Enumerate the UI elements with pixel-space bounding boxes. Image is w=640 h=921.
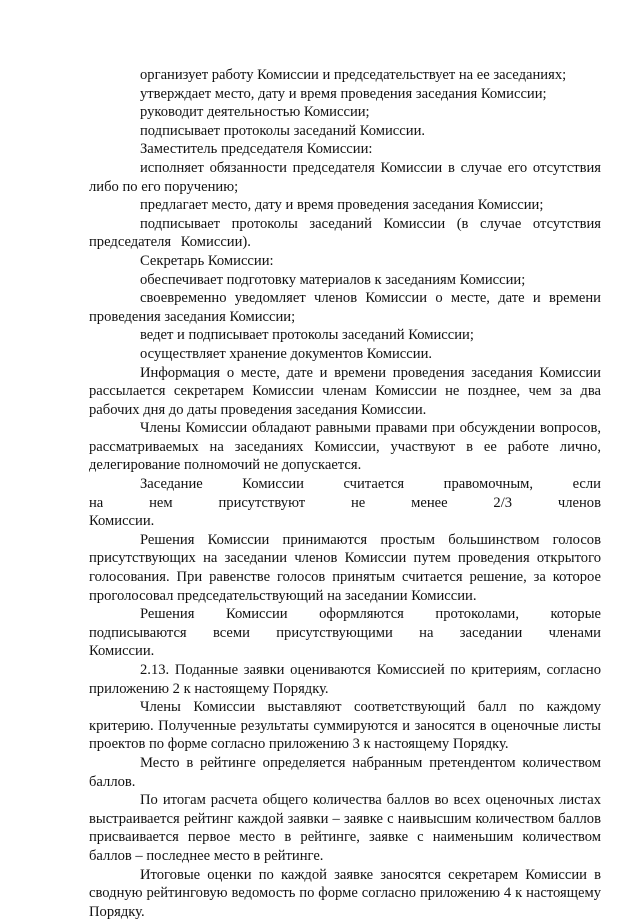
paragraph: Секретарь Комиссии:: [140, 252, 274, 269]
paragraph: Место в рейтинге определяется набранным претендентом количеством баллов.: [89, 754, 601, 790]
paragraph: 2.13. Поданные заявки оцениваются Комиссией по критериям, согласно приложению 2 к настоящему Порядку.: [89, 662, 601, 697]
paragraph: По итогам расчета общего количества баллов во всех оценочных листах выстраивается рейтинг каждой заявки – заявке с наивысшим количеством баллов присваивается первое место в рейтинге, заявке с наименьшим количеством баллов – последнее место в рейтинге.: [89, 792, 601, 864]
paragraph: ведет и подписывает протоколы заседаний Комиссии;: [140, 327, 474, 344]
paragraph: подписывает протоколы заседаний Комиссии.: [140, 122, 426, 139]
paragraph: Итоговые оценки по каждой заявке заносятся секретарем Комиссии в сводную рейтинговую ведомость по форме согласно приложению 4 к настоящему Порядку.: [89, 866, 601, 920]
paragraph: подписывает протоколы заседаний Комиссии (в случае отсутствия председателя Комиссии).: [89, 215, 601, 251]
paragraph: предлагает место, дату и время проведения заседания Комиссии;: [140, 197, 544, 214]
paragraph: обеспечивает подготовку материалов к заседаниям Комиссии;: [140, 271, 526, 288]
paragraph: Решения Комиссии принимаются простым большинством голосов присутствующих на заседании членов Комиссии путем проведения открытого голосования. При равенстве голосов принятым считается решение, за которое проголосовал председательствующий на заседании Комиссии.: [89, 531, 601, 604]
paragraph: Информация о месте, дате и времени проведения заседания Комиссии рассылается секретарем Комиссии членам Комиссии не позднее, чем за два рабочих дня до даты проведения заседания Комиссии.: [89, 364, 601, 418]
paragraph: Заседание Комиссии считается правомочным, если на нем присутствуют не менее 2/3 членов Комиссии.: [89, 476, 601, 530]
paragraph: Заместитель председателя Комиссии:: [140, 141, 373, 158]
paragraph: Члены Комиссии выставляют соответствующий балл по каждому критерию. Полученные результаты суммируются и заносятся в оценочные листы проектов по форме согласно приложению 3 к настоящему Порядку.: [89, 699, 601, 753]
paragraph: Решения Комиссии оформляются протоколами, которые подписываются всеми присутствующими на заседании членами Комиссии.: [89, 606, 601, 660]
paragraph: своевременно уведомляет членов Комиссии о месте, дате и времени проведения заседания Комиссии;: [89, 290, 601, 325]
paragraph: Члены Комиссии обладают равными правами при обсуждении вопросов, рассматриваемых на заседаниях Комиссии, участвуют в ее работе лично, делегирование полномочий не допускается.: [89, 420, 601, 474]
document-body: [89, 66, 601, 921]
paragraph: руководит деятельностью Комиссии;: [140, 104, 370, 121]
paragraph: организует работу Комиссии и председательствует на ее заседаниях;: [140, 67, 567, 83]
paragraph: утверждает место, дату и время проведения заседания Комиссии;: [140, 85, 547, 102]
paragraph: исполняет обязанности председателя Комиссии в случае его отсутствия либо по его поручению;: [89, 159, 601, 195]
paragraph: осуществляет хранение документов Комиссии.: [140, 345, 433, 362]
